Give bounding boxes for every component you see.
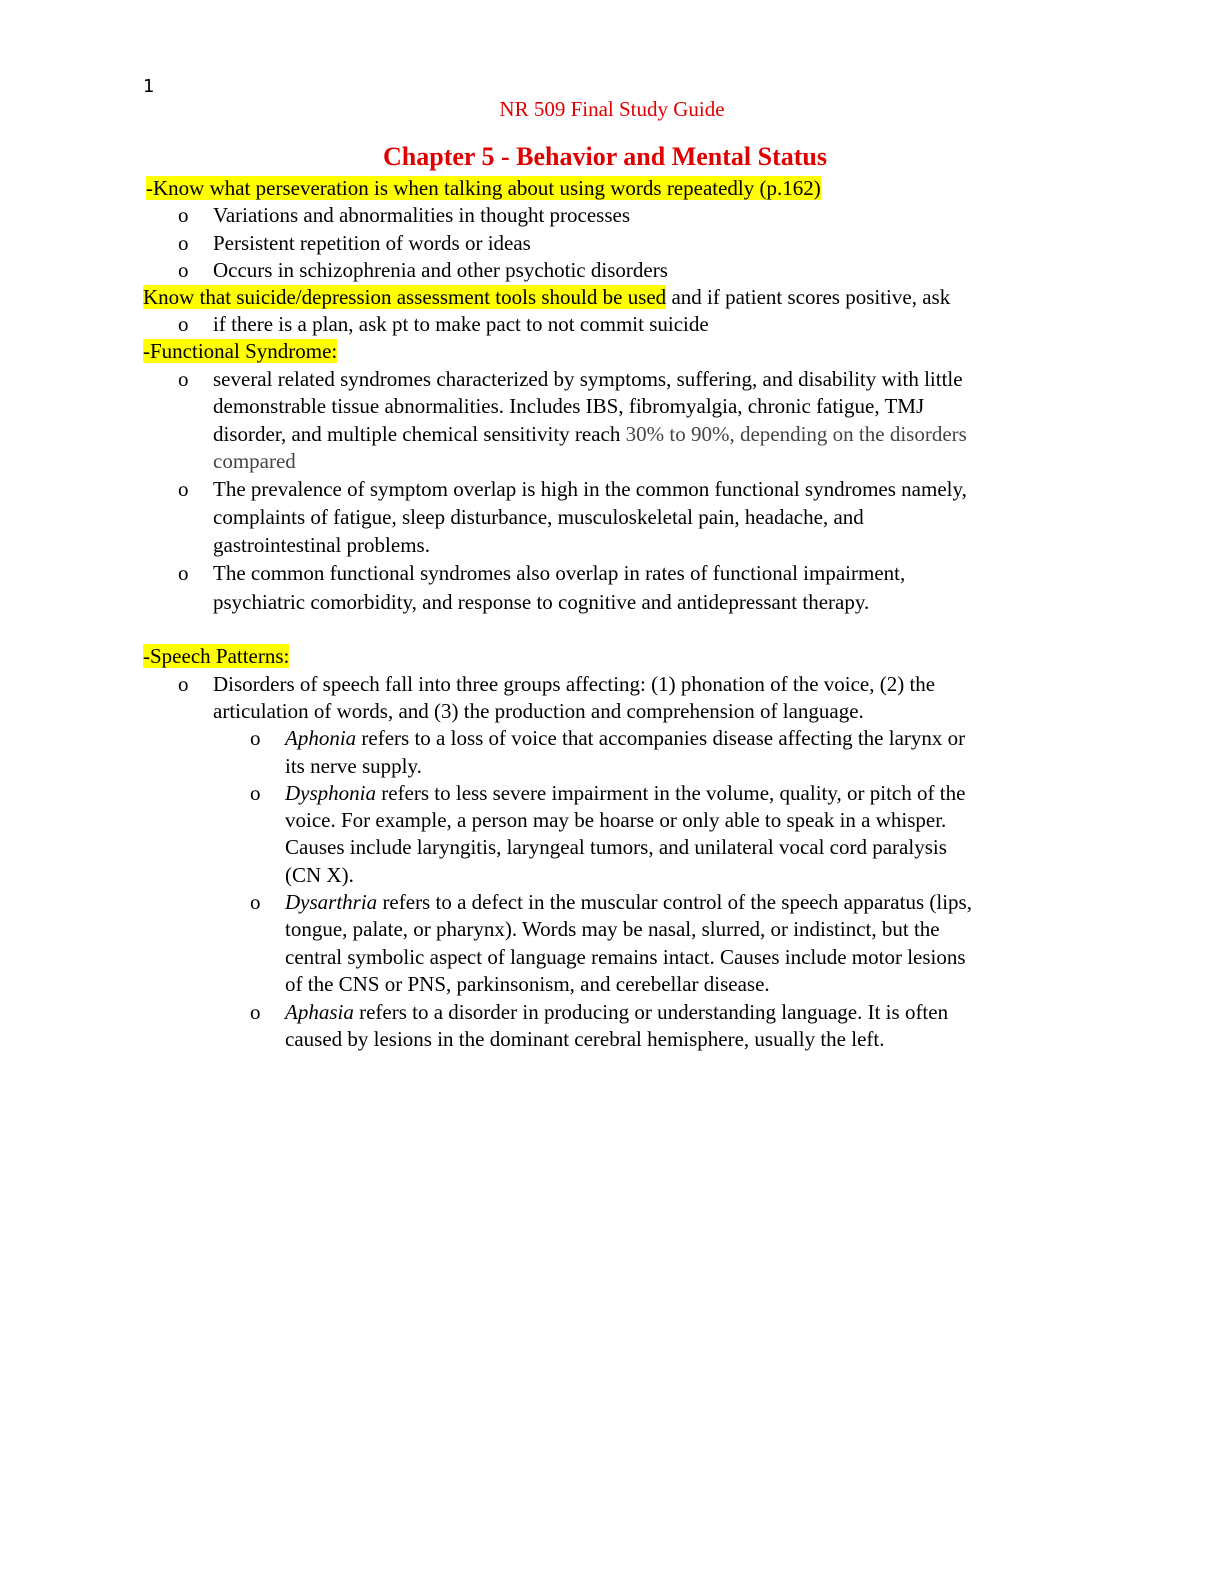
functional-item-line: demonstrable tissue abnormalities. Includes IBS, fibromyalgia, chronic fatigue, TMJ: [213, 394, 925, 418]
functional-item-line: gastrointestinal problems.: [213, 533, 430, 557]
bullet-icon: o: [178, 672, 189, 696]
bullet-icon: o: [178, 258, 189, 282]
dysphonia-line: Causes include laryngitis, laryngeal tumors, and unilateral vocal cord paralysis: [285, 835, 947, 859]
functional-item-line: several related syndromes characterized by symptoms, suffering, and disability with little: [213, 367, 963, 391]
perseveration-item: Persistent repetition of words or ideas: [213, 231, 531, 255]
bullet-icon: o: [250, 781, 261, 805]
chapter-title: Chapter 5 - Behavior and Mental Status: [383, 142, 827, 171]
bullet-icon: o: [178, 312, 189, 336]
functional-item-line: complaints of fatigue, sleep disturbance, musculoskeletal pain, headache, and: [213, 505, 864, 529]
aphonia-line: its nerve supply.: [285, 754, 422, 778]
speech-intro-line: Disorders of speech fall into three groups affecting: (1) phonation of the voice, (2) the: [213, 672, 936, 696]
page-number: 1: [143, 76, 155, 97]
bullet-icon: o: [250, 890, 261, 914]
dysphonia-line: (CN X).: [285, 863, 354, 887]
bullet-icon: o: [250, 1000, 261, 1024]
dysphonia-line: voice. For example, a person may be hoarse or only able to speak in a whisper.: [285, 808, 947, 832]
functional-item-line: compared: [213, 449, 296, 473]
bullet-icon: o: [178, 561, 189, 585]
perseveration-item: Occurs in schizophrenia and other psychotic disorders: [213, 258, 668, 282]
functional-item-line: disorder, and multiple chemical sensitivity reach 30% to 90%, depending on the disorders: [213, 422, 967, 446]
dysphonia-line: Dysphonia refers to less severe impairment in the volume, quality, or pitch of the: [285, 781, 966, 805]
suicide-heading: Know that suicide/depression assessment tools should be used and if patient scores positive, ask: [143, 285, 951, 309]
functional-item-line: The common functional syndromes also overlap in rates of functional impairment,: [213, 561, 906, 585]
functional-item-line: The prevalence of symptom overlap is high in the common functional syndromes namely,: [213, 477, 967, 501]
perseveration-heading: -Know what perseveration is when talking about using words repeatedly (p.162): [146, 176, 821, 200]
speech-heading: -Speech Patterns:: [143, 644, 290, 668]
dysarthria-line: tongue, palate, or pharynx). Words may be nasal, slurred, or indistinct, but the: [285, 917, 940, 941]
aphasia-line: Aphasia refers to a disorder in producing or understanding language. It is often: [285, 1000, 949, 1024]
bullet-icon: o: [178, 231, 189, 255]
bullet-icon: o: [250, 726, 261, 750]
dysarthria-line: of the CNS or PNS, parkinsonism, and cerebellar disease.: [285, 972, 770, 996]
document-title: NR 509 Final Study Guide: [499, 97, 725, 121]
bullet-icon: o: [178, 367, 189, 391]
functional-item-line: psychiatric comorbidity, and response to cognitive and antidepressant therapy.: [213, 590, 870, 614]
functional-heading: -Functional Syndrome:: [143, 339, 338, 363]
bullet-icon: o: [178, 203, 189, 227]
suicide-item: if there is a plan, ask pt to make pact to not commit suicide: [213, 312, 709, 336]
bullet-icon: o: [178, 477, 189, 501]
dysarthria-line: central symbolic aspect of language remains intact. Causes include motor lesions: [285, 945, 966, 969]
speech-intro-line: articulation of words, and (3) the production and comprehension of language.: [213, 699, 864, 723]
aphonia-line: Aphonia refers to a loss of voice that accompanies disease affecting the larynx or: [285, 726, 966, 750]
perseveration-item: Variations and abnormalities in thought processes: [213, 203, 630, 227]
dysarthria-line: Dysarthria refers to a defect in the muscular control of the speech apparatus (lips,: [285, 890, 972, 914]
aphasia-line: caused by lesions in the dominant cerebral hemisphere, usually the left.: [285, 1027, 885, 1051]
